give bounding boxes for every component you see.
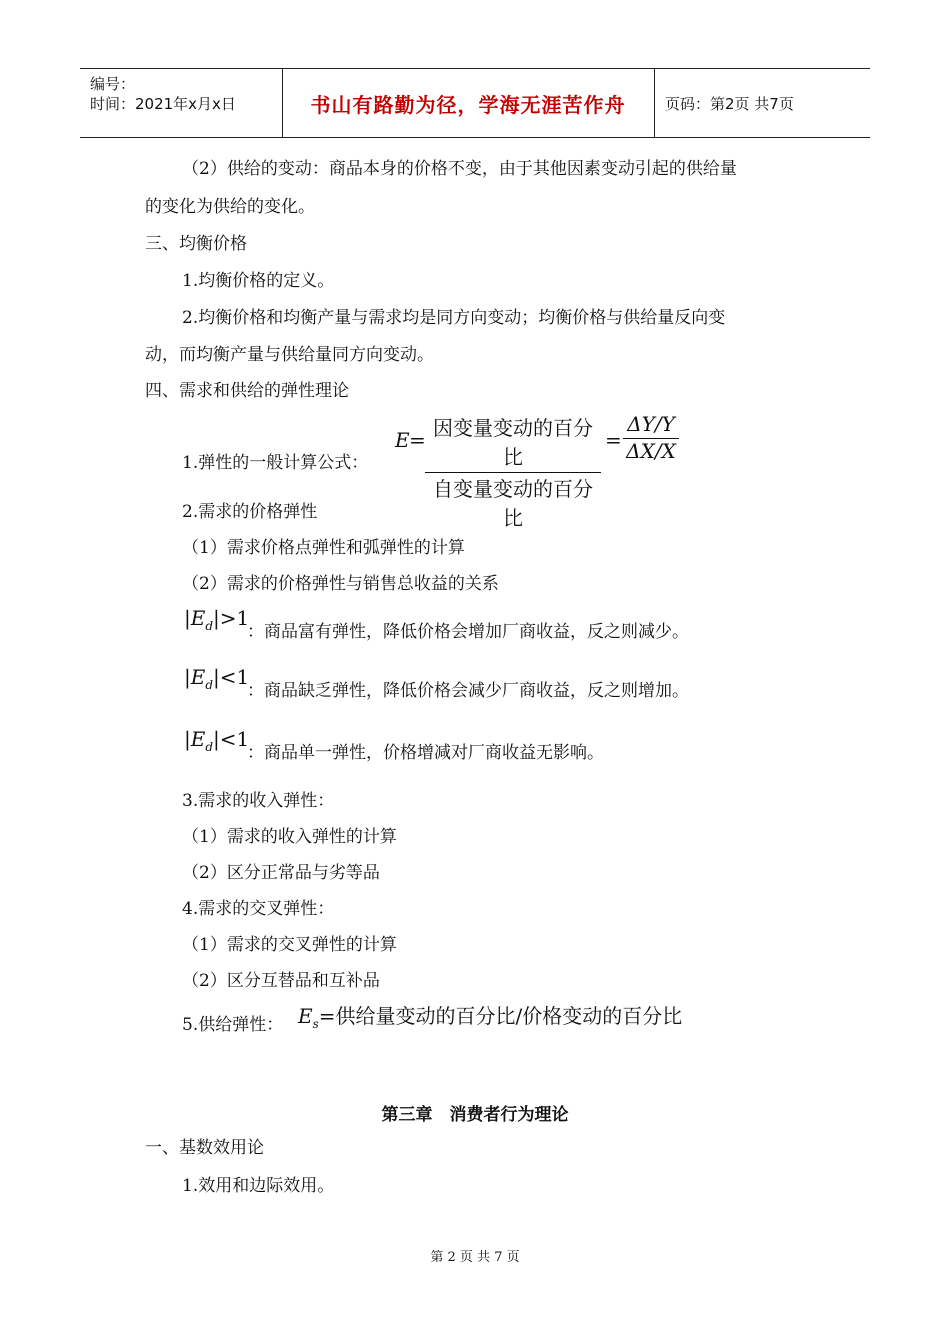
subitem-substitutes-complements: （2）区分互替品和互补品 (182, 971, 380, 991)
header-motto: 书山有路勤为径，学海无涯苦作舟 (282, 69, 655, 137)
header-meta-cell (80, 69, 283, 137)
subitem-revenue-relation: （2）需求的价格弹性与销售总收益的关系 (182, 574, 499, 594)
number-label: 编号： (90, 75, 136, 93)
fraction-percent (425, 412, 601, 531)
item-equilibrium-direction-cont: 动，而均衡产量与供给量同方向变动。 (145, 345, 434, 365)
subitem-income-calc: （1）需求的收入弹性的计算 (182, 827, 397, 847)
item-equilibrium-definition: 1.均衡价格的定义。 (182, 271, 335, 291)
text-inelastic: ：商品缺乏弹性，降低价格会减少厂商收益，反之则增加。 (247, 681, 689, 701)
supply-elasticity-formula: $E_s=$供给量变动的百分比/价格变动的百分比 (298, 1004, 683, 1031)
item-income-elasticity: 3.需求的收入弹性： (182, 791, 335, 811)
section-heading-equilibrium: 三、均衡价格 (145, 234, 247, 254)
item-supply-elasticity: 5.供给弹性： (182, 1015, 284, 1035)
formula-equals-1: = (409, 428, 426, 452)
text-elastic: ：商品富有弹性，降低价格会增加厂商收益，反之则减少。 (247, 622, 689, 642)
formula-symbol-e: E (395, 428, 410, 452)
subitem-point-arc: （1）需求价格点弹性和弧弹性的计算 (182, 538, 465, 558)
fraction-numerator: 因变量变动的百分比 (425, 412, 601, 473)
fraction-delta-numerator: ΔY/Y (623, 412, 679, 439)
item-elasticity-formula-label: 1.弹性的一般计算公式： (182, 453, 369, 473)
date-label: 时间：2021年x月x日 (90, 95, 236, 113)
abs-ed-less: $|E_d|<1$ (184, 665, 250, 692)
header-page-label: 页码：第2页 共7页 (665, 94, 794, 113)
item-cross-elasticity: 4.需求的交叉弹性： (182, 899, 335, 919)
fraction-denominator: 自变量变动的百分比 (433, 477, 593, 530)
paragraph-supply-change: （2）供给的变动：商品本身的价格不变，由于其他因素变动引起的供给量 (182, 159, 737, 179)
subitem-cross-calc: （1）需求的交叉弹性的计算 (182, 935, 397, 955)
abs-ed-greater: $|E_d|>1$ (184, 606, 250, 633)
item-price-elasticity: 2.需求的价格弹性 (182, 502, 318, 522)
item-equilibrium-direction: 2.均衡价格和均衡产量与需求均是同方向变动；均衡价格与供给量反向变 (182, 308, 726, 328)
abs-ed-unit: $|E_d|<1$ (184, 727, 250, 754)
fraction-delta-denominator: ΔX/X (626, 439, 676, 463)
item-utility-marginal: 1.效用和边际效用。 (182, 1176, 335, 1196)
formula-equals-2: = (605, 428, 622, 452)
section-heading-elasticity: 四、需求和供给的弹性理论 (145, 381, 349, 401)
page-header (80, 68, 870, 138)
paragraph-supply-change-cont: 的变化为供给的变化。 (145, 197, 315, 217)
page-footer: 第 2 页 共 7 页 (430, 1250, 520, 1265)
chapter-title: 第三章 消费者行为理论 (381, 1105, 569, 1125)
section-heading-cardinal-utility: 一、基数效用论 (145, 1138, 264, 1158)
text-unit-elastic: ：商品单一弹性，价格增减对厂商收益无影响。 (247, 743, 604, 763)
fraction-delta (623, 412, 679, 463)
subitem-normal-inferior: （2）区分正常品与劣等品 (182, 863, 380, 883)
